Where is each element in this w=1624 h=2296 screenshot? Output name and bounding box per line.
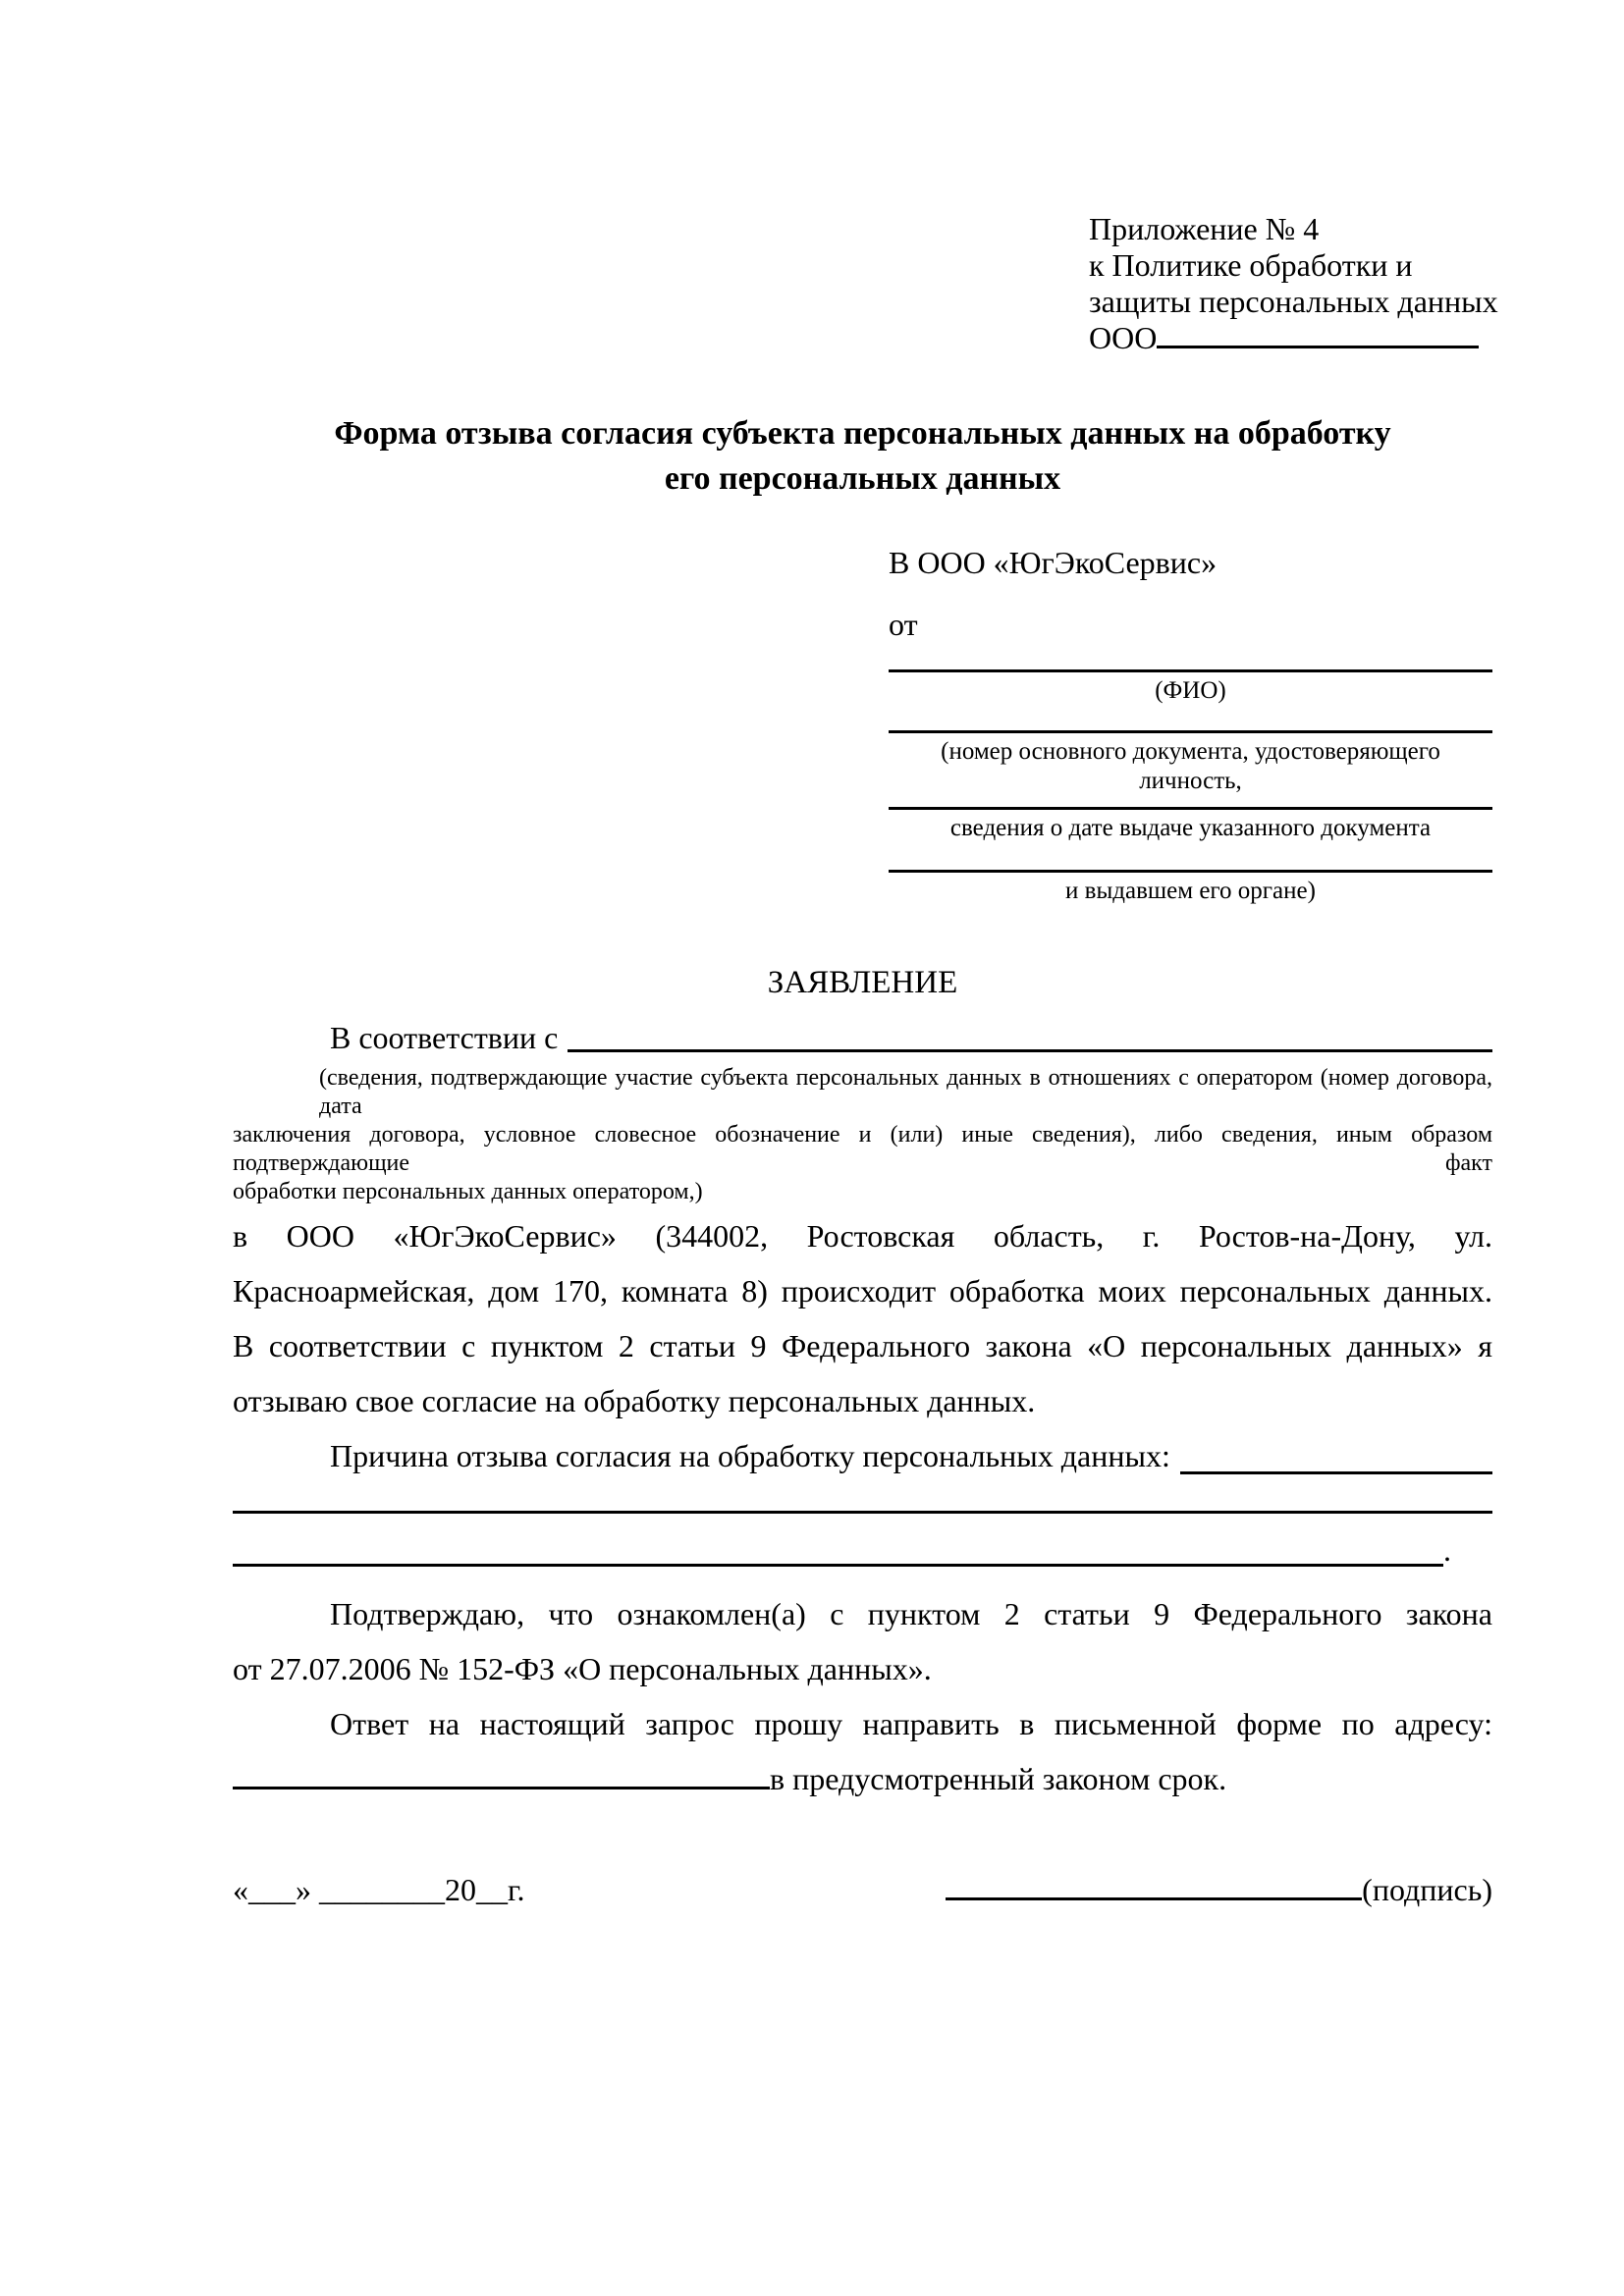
body-paragraph bbox=[233, 1208, 1492, 1428]
doc-issuer-caption: и выдавшем его органе) bbox=[1065, 878, 1316, 904]
reason-blank-line-2 bbox=[233, 1483, 1492, 1514]
body-line-3: В соответствии с пунктом 2 статьи 9 Федерального закона «О персональных данных» я bbox=[233, 1328, 1492, 1363]
reason-lead: Причина отзыва согласия на обработку персональных данных: bbox=[330, 1438, 1170, 1473]
appendix-line-2: к Политике обработки и bbox=[1089, 247, 1413, 283]
date-blank: «___» ________20__г. bbox=[233, 1872, 525, 1907]
statement-heading: ЗАЯВЛЕНИЕ bbox=[767, 965, 958, 1000]
reason-line bbox=[233, 1428, 1492, 1483]
body-line-2: Красноармейская, дом 170, комната 8) происходит обработка моих персональных данных. bbox=[233, 1273, 1492, 1308]
document-title-line-2: его персональных данных bbox=[664, 460, 1061, 497]
document-title bbox=[233, 411, 1492, 502]
body-line-1: в ООО «ЮгЭкоСервис» (344002, Ростовская область, г. Ростов-на-Дону, ул. bbox=[233, 1218, 1492, 1254]
reason-blank-line-3 bbox=[233, 1514, 1492, 1567]
fio-caption: (ФИО) bbox=[1155, 677, 1226, 704]
intro-blank-line bbox=[568, 1017, 1492, 1052]
appendix-line-1: Приложение № 4 bbox=[1089, 211, 1320, 246]
reply-paragraph bbox=[233, 1696, 1492, 1806]
addressee-block bbox=[889, 545, 1492, 906]
addressee-to: В ООО «ЮгЭкоСервис» bbox=[889, 545, 1218, 580]
reason-blank-line-3-rule bbox=[233, 1564, 1443, 1567]
addressee-from-label: от bbox=[889, 607, 918, 642]
reason-period: . bbox=[1443, 1532, 1451, 1568]
reply-line-1: Ответ на настоящий запрос прошу направить в письменной форме по адресу: bbox=[330, 1706, 1492, 1741]
confirmation-line-1: Подтверждаю, что ознакомлен(а) с пунктом 2 статьи 9 Федерального закона bbox=[330, 1596, 1492, 1631]
reply-line-2 bbox=[233, 1751, 1492, 1806]
footer-row bbox=[233, 1869, 1492, 1910]
signature-area bbox=[946, 1869, 1492, 1910]
doc-number-caption: (номер основного документа, удостоверяющего личность, bbox=[941, 738, 1440, 794]
confirmation-line-2: от 27.07.2006 № 152-ФЗ «О персональных данных». bbox=[233, 1651, 932, 1686]
reason-blank-line-1 bbox=[1180, 1428, 1492, 1474]
signature-blank-line bbox=[946, 1896, 1362, 1900]
intro-line bbox=[233, 1017, 1492, 1058]
explanatory-note-line-3: обработки персональных данных оператором,) bbox=[233, 1179, 703, 1204]
appendix-block bbox=[1089, 211, 1498, 356]
document-title-line-1: Форма отзыва согласия субъекта персональных данных на обработку bbox=[334, 415, 1391, 452]
explanatory-note-line-1: (сведения, подтверждающие участие субъекта персональных данных в отношениях с оператором (номер договора, дата bbox=[319, 1065, 1492, 1119]
appendix-line-3: защиты персональных данных bbox=[1089, 284, 1498, 319]
address-blank-line bbox=[233, 1786, 770, 1789]
explanatory-note-line-2: заключения договора, условное словесное обозначение и (или) иные сведения), либо сведения, иным образом подтверждающие факт bbox=[233, 1122, 1492, 1176]
confirmation-paragraph bbox=[233, 1586, 1492, 1696]
signature-caption: (подпись) bbox=[1362, 1872, 1492, 1907]
doc-date-caption: сведения о дате выдаче указанного документа bbox=[949, 815, 1432, 841]
intro-lead: В соответствии с bbox=[330, 1020, 559, 1055]
body-line-4: отзываю свое согласие на обработку персональных данных. bbox=[233, 1383, 1036, 1418]
ooo-blank-line bbox=[1157, 345, 1479, 348]
appendix-ooo-line bbox=[1089, 320, 1492, 356]
ooo-label: ООО bbox=[1089, 320, 1158, 355]
reply-tail: в предусмотренный законом срок. bbox=[770, 1761, 1227, 1796]
explanatory-note bbox=[233, 1064, 1492, 1206]
